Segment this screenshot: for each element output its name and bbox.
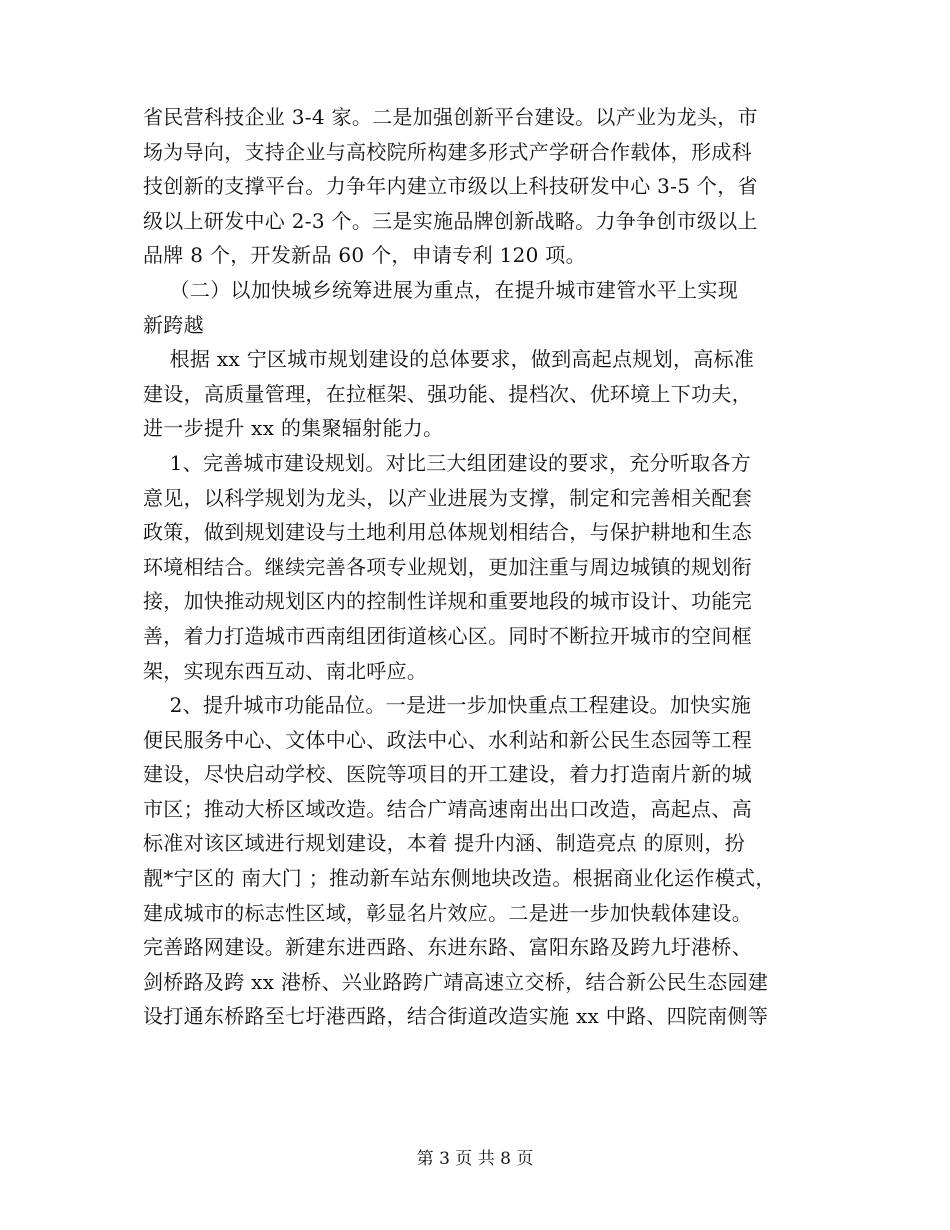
body-line-27: 设打通东桥路至七圩港西路，结合街道改造实施 xx 中路、四院南侧等: [143, 1004, 769, 1029]
body-line-19: 便民服务中心、文体中心、政法中心、水利站和新公民生态园等工程: [143, 727, 752, 752]
body-line-15: 接，加快推动规划区内的控制性详规和重要地段的城市设计、功能完: [143, 589, 752, 614]
body-line-16: 善，着力打造城市西南组团街道核心区。同时不断拉开城市的空间框: [143, 623, 752, 648]
section-heading-line-2: 新跨越: [143, 312, 204, 337]
page-number-footer: 第 3 页 共 8 页: [416, 1149, 534, 1169]
body-line-12: 意见，以科学规划为龙头，以产业进展为支撑，制定和完善相关配套: [143, 485, 752, 510]
body-line-11: 1、完善城市建设规划。对比三大组团建设的要求，充分听取各方: [143, 450, 752, 475]
body-line-26: 剑桥路及跨 xx 港桥、兴业路跨广靖高速立交桥，结合新公民生态园建: [143, 969, 769, 994]
body-line-13: 政策，做到规划建设与土地利用总体规划相结合，与保护耕地和生态: [143, 520, 752, 545]
body-line-20: 建设，尽快启动学校、医院等项目的开工建设，着力打造南片新的城: [143, 762, 752, 787]
body-line-9: 建设，高质量管理，在拉框架、强功能、提档次、优环境上下功夫，: [143, 381, 752, 406]
body-line-2: 场为导向，支持企业与高校院所构建多形式产学研合作载体，形成科: [143, 139, 752, 164]
body-line-3: 技创新的支撑平台。力争年内建立市级以上科技研发中心 3-5 个，省: [143, 174, 758, 199]
body-line-10: 进一步提升 xx 的集聚辐射能力。: [143, 416, 444, 441]
body-line-21: 市区；推动大桥区域改造。结合广靖高速南出出口改造，高起点、高: [143, 796, 752, 821]
body-line-24: 建成城市的标志性区域，彰显名片效应。二是进一步加快载体建设。: [143, 900, 752, 925]
body-line-23: 靓*宁区的 南大门 ；推动新车站东侧地块改造。根据商业化运作模式，: [143, 866, 776, 891]
body-line-17: 架，实现东西互动、南北呼应。: [143, 658, 428, 683]
section-heading-line-1: （二）以加快城乡统筹进展为重点，在提升城市建管水平上实现: [143, 277, 739, 302]
body-line-22: 标准对该区域进行规划建设，本着 提升内涵、制造亮点 的原则，扮: [143, 831, 746, 856]
body-line-25: 完善路网建设。新建东进西路、东进东路、富阳东路及跨九圩港桥、: [143, 935, 752, 960]
document-body: [143, 100, 813, 1034]
body-line-5: 品牌 8 个，开发新品 60 个，申请专利 120 项。: [143, 243, 586, 268]
body-line-1: 省民营科技企业 3-4 家。二是加强创新平台建设。以产业为龙头，市: [143, 105, 758, 129]
body-line-18: 2、提升城市功能品位。一是进一步加快重点工程建设。加快实施: [143, 693, 752, 718]
body-line-4: 级以上研发中心 2-3 个。三是实施品牌创新战略。力争争创市级以上: [143, 208, 758, 233]
body-line-14: 环境相结合。继续完善各项专业规划，更加注重与周边城镇的规划衔: [143, 554, 752, 579]
body-line-8: 根据 xx 宁区城市规划建设的总体要求，做到高起点规划，高标准: [143, 347, 755, 372]
